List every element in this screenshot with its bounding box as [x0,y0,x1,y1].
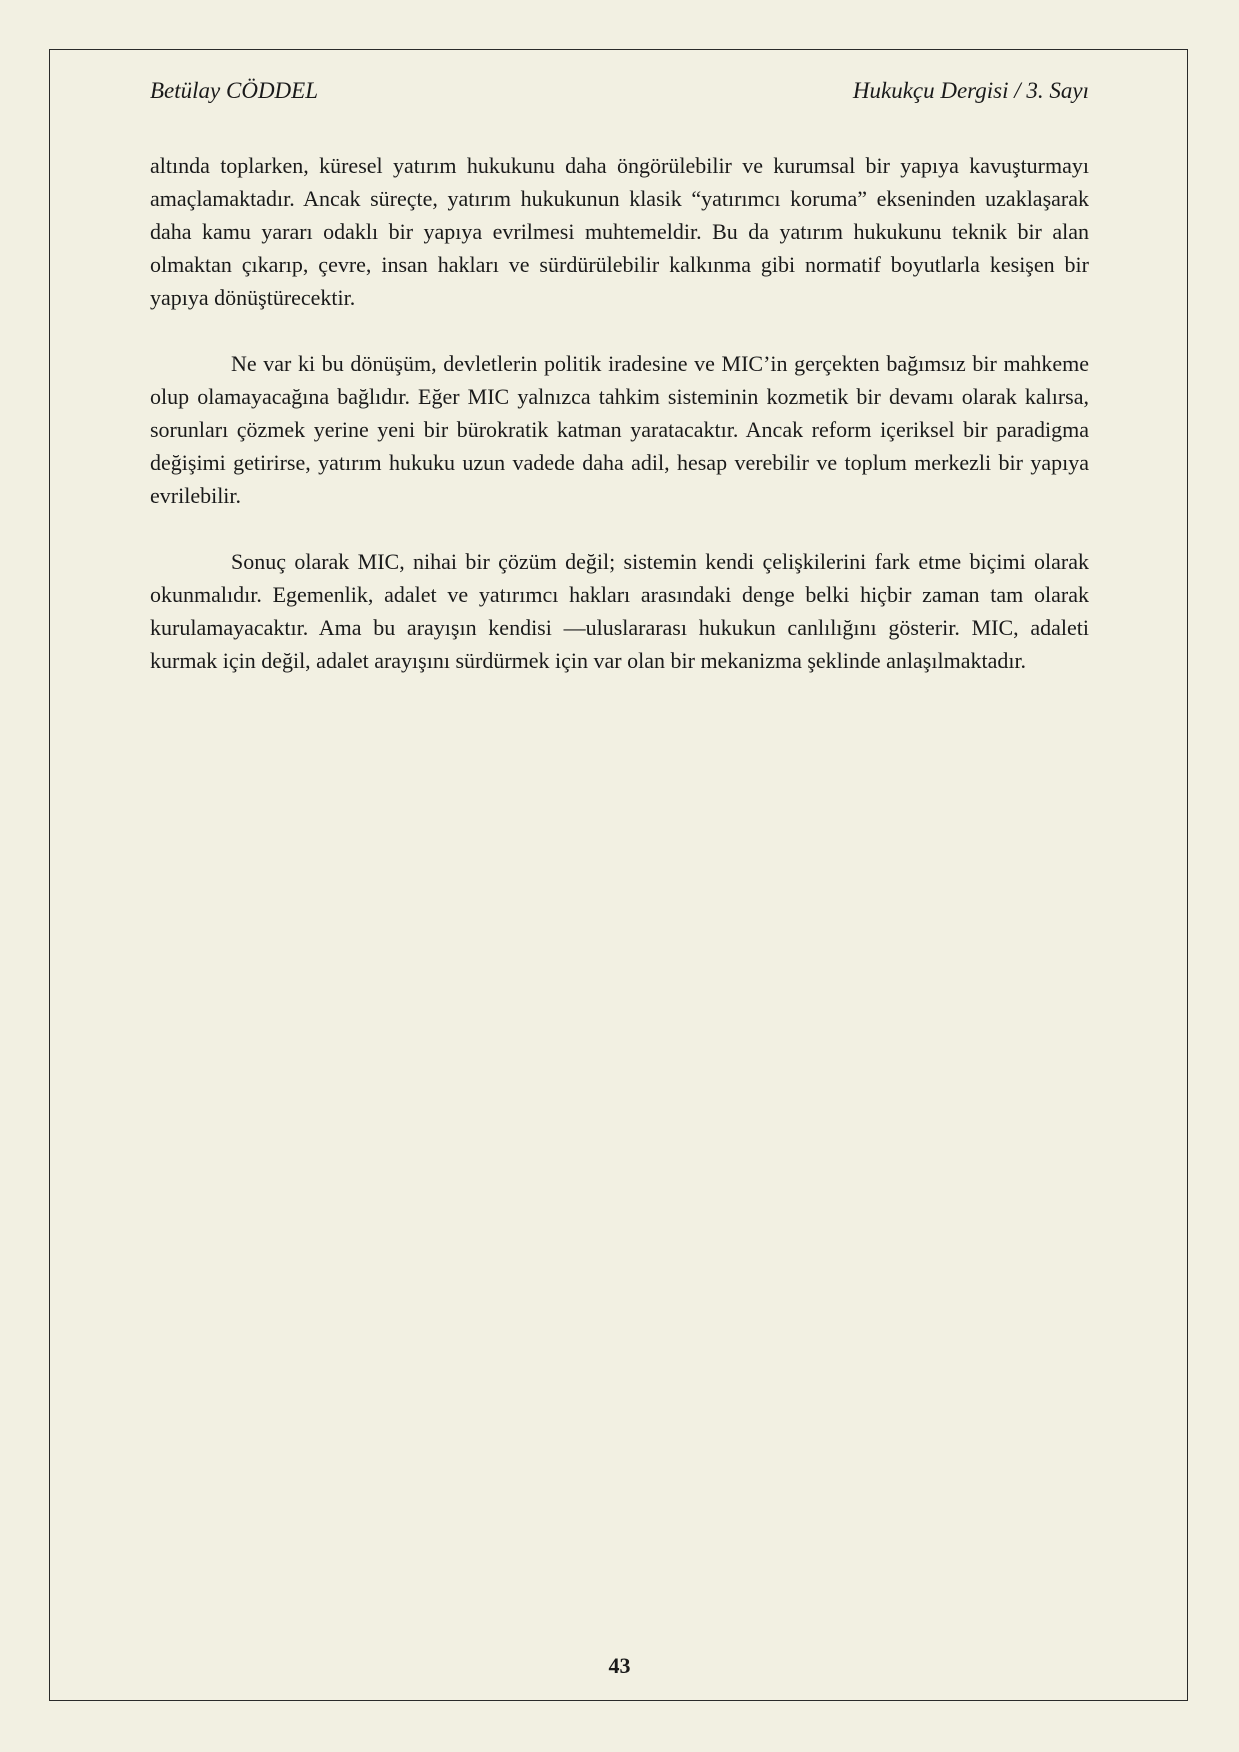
paragraph-continuation: altında toplarken, küresel yatırım hukukunu daha öngörülebilir ve kurumsal bir yapıya kavuşturmayı amaçlamaktadır. Ancak süreçte, yatırım hukukunun klasik “yatırımcı koruma” ekseninden uzaklaşarak daha kamu yararı odaklı bir yapıya evrilmesi muhtemeldir. Bu da yatırım hukukunu teknik bir alan olmaktan çıkarıp, çevre, insan hakları ve sürdürülebilir kalkınma gibi normatif boyutlarla kesişen bir yapıya dönüştürecektir. [150,153,1089,310]
header-author: Betülay CÖDDEL [150,78,319,103]
page-number: 43 [608,1653,631,1678]
header-journal-issue: Hukukçu Dergisi / 3. Sayı [852,78,1089,103]
article-body [150,149,1089,710]
paragraph: Ne var ki bu dönüşüm, devletlerin politik iradesine ve MIC’in gerçekten bağımsız bir mahkeme olup olamayacağına bağlıdır. Eğer MIC yalnızca tahkim sisteminin kozmetik bir devamı olarak kalırsa, sorunları çözmek yerine yeni bir bürokratik katman yaratacaktır. Ancak reform içeriksel bir paradigma değişimi getirirse, yatırım hukuku uzun vadede daha adil, hesap verebilir ve toplum merkezli bir yapıya evrilebilir. [150,351,1089,508]
running-header [150,76,1089,106]
paragraph: Sonuç olarak MIC, nihai bir çözüm değil; sistemin kendi çelişkilerini fark etme biçimi olarak okunmalıdır. Egemenlik, adalet ve yatırımcı hakları arasındaki denge belki hiçbir zaman tam olarak kurulamayacaktır. Ama bu arayışın kendisi —uluslararası hukukun canlılığını gösterir. MIC, adaleti kurmak için değil, adalet arayışını sürdürmek için var olan bir mekanizma şeklinde anlaşılmaktadır. [150,549,1089,673]
